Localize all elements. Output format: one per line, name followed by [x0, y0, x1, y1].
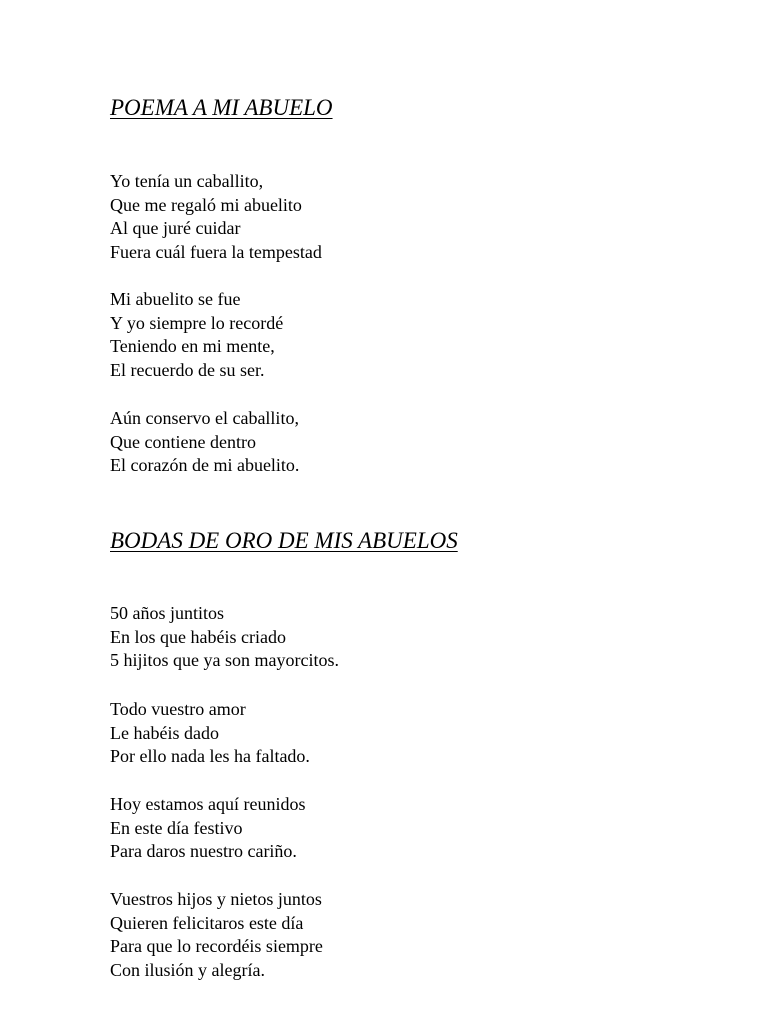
poem-line: En los que habéis criado [110, 626, 286, 647]
poem-line: Con ilusión y alegría. [110, 960, 265, 981]
poem-line: Que contiene dentro [110, 431, 256, 452]
poem-line: 5 hijitos que ya son mayorcitos. [110, 650, 339, 671]
poem-line: 50 años juntitos [110, 603, 225, 623]
poem-title: BODAS DE ORO DE MIS ABUELOS [110, 528, 458, 553]
poem-line: Por ello nada les ha faltado. [110, 746, 310, 767]
poem-line: Todo vuestro amor [110, 699, 246, 719]
stanza [110, 698, 310, 769]
poem-line: Teniendo en mi mente, [110, 336, 275, 357]
stanza [110, 602, 339, 673]
poem-line: Al que juré cuidar [110, 218, 241, 239]
poem-line: Aún conservo el caballito, [110, 408, 299, 428]
poem-line: Le habéis dado [110, 722, 219, 743]
poem-line: Quieren felicitaros este día [110, 912, 304, 933]
poem-line: Para que lo recordéis siempre [110, 936, 323, 957]
poem-line: Vuestros hijos y nietos juntos [110, 889, 322, 909]
stanza [110, 793, 305, 864]
poem-line: Y yo siempre lo recordé [110, 312, 284, 333]
stanza [110, 288, 283, 383]
poem-line: El recuerdo de su ser. [110, 360, 265, 381]
poem-line: Hoy estamos aquí reunidos [110, 794, 306, 814]
poem-title: POEMA A MI ABUELO [110, 95, 333, 120]
stanza [110, 888, 323, 983]
poem-line: Que me regaló mi abuelito [110, 194, 302, 215]
poem-line: Fuera cuál fuera la tempestad [110, 242, 322, 263]
poem-line: Yo tenía un caballito, [110, 171, 264, 191]
poem-line: En este día festivo [110, 817, 243, 838]
poem-line: El corazón de mi abuelito. [110, 455, 300, 476]
stanza [110, 170, 322, 265]
poem-line: Para daros nuestro cariño. [110, 841, 297, 862]
stanza [110, 407, 299, 478]
poem-line: Mi abuelito se fue [110, 289, 241, 309]
